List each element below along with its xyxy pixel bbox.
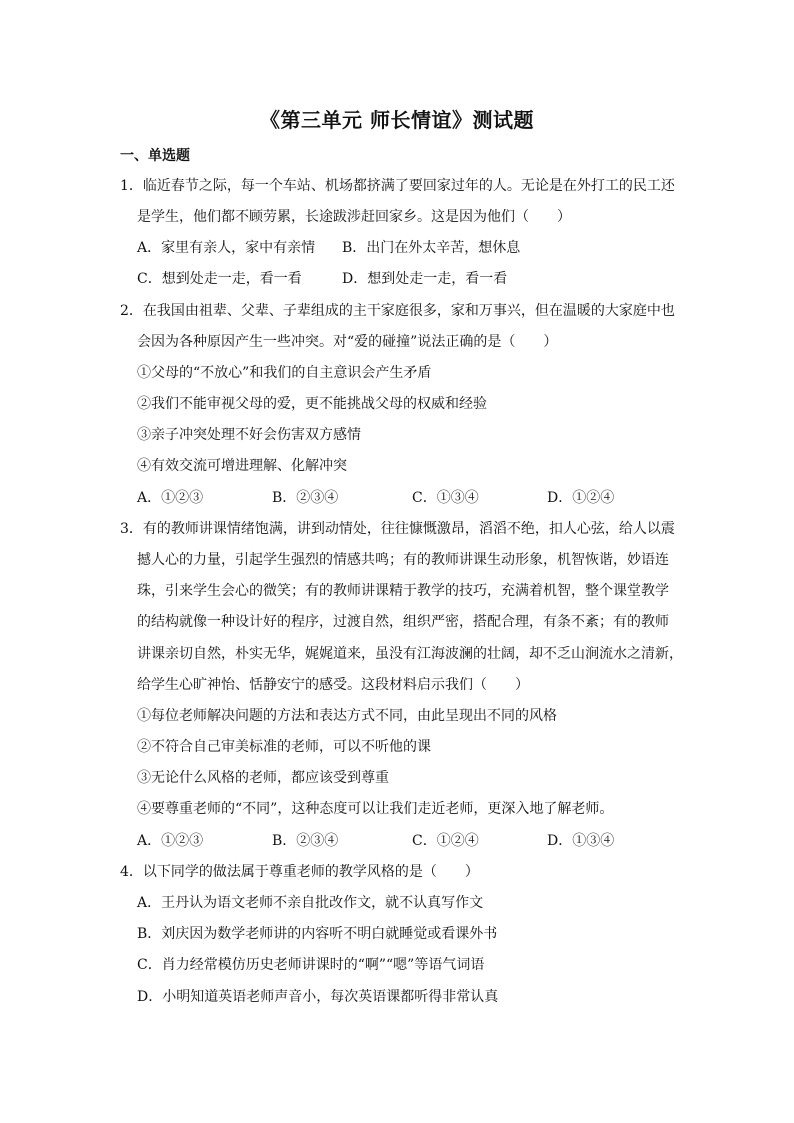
- question-3-line-6: 给学生心旷神怡、恬静安宁的感受。这段材料启示我们（ ）: [137, 677, 529, 693]
- question-3-line-2: 撼人心的力量，引起学生强烈的情感共鸣；有的教师讲课生动形象，机智恢谐，妙语连: [137, 552, 669, 568]
- question-4-option-d[interactable]: D．小明知道英语老师声音小，每次英语课都听得非常认真: [137, 989, 499, 1005]
- question-2-statement-4: ④有效交流可增进理解、化解冲突: [137, 458, 347, 474]
- question-1-option-c[interactable]: C．想到处走一走，看一看: [137, 271, 302, 287]
- question-2-statement-1: ①父母的“不放心”和我们的自主意识会产生矛盾: [137, 365, 432, 381]
- question-3-statement-3: ③无论什么风格的老师，都应该受到尊重: [137, 770, 389, 786]
- question-3-line-3: 珠，引来学生会心的微笑；有的教师讲课精于教学的技巧，充满着机智，整个课堂教学: [137, 583, 669, 599]
- question-2-line-1: 2．在我国由祖辈、父辈、子辈组成的主干家庭很多，家和万事兴，但在温暖的大家庭中也: [120, 303, 675, 319]
- question-1-option-d[interactable]: D．想到处走一走，看一看: [342, 271, 508, 287]
- question-2-option-d[interactable]: D．①②④: [547, 490, 615, 506]
- question-3-option-c[interactable]: C．①②④: [412, 833, 479, 849]
- question-1-option-b[interactable]: B．出门在外太辛苦，想休息: [342, 240, 521, 256]
- question-2-statement-3: ③亲子冲突处理不好会伤害双方感情: [137, 427, 361, 443]
- question-3-option-d[interactable]: D．①③④: [547, 833, 615, 849]
- question-3-statement-4: ④要尊重老师的“不同”，这种态度可以让我们走近老师，更深入地了解老师。: [137, 801, 614, 817]
- question-1-option-a[interactable]: A．家里有亲人，家中有亲情: [137, 240, 316, 256]
- question-4-option-c[interactable]: C．肖力经常模仿历史老师讲课时的“啊”“嗯”等语气词语: [137, 957, 485, 973]
- question-2-option-b[interactable]: B．②③④: [272, 490, 339, 506]
- question-2-statement-2: ②我们不能审视父母的爱，更不能挑战父母的权威和经验: [137, 396, 487, 412]
- question-2-line-2: 会因为各种原因产生一些冲突。对“爱的碰撞”说法正确的是（ ）: [137, 334, 558, 350]
- question-3-option-b[interactable]: B．②③④: [272, 833, 339, 849]
- question-3-statement-1: ①每位老师解决问题的方法和表达方式不同，由此呈现出不同的风格: [137, 708, 557, 724]
- question-1-line-1: 1．临近春节之际，每一个车站、机场都挤满了要回家过年的人。无论是在外打工的民工还: [120, 178, 675, 194]
- question-4-line-1: 4．以下同学的做法属于尊重老师的教学风格的是（ ）: [120, 864, 479, 880]
- question-1-line-2: 是学生，他们都不顾劳累，长途跋涉赶回家乡。这是因为他们（ ）: [137, 209, 571, 225]
- question-3-line-4: 的结构就像一种设计好的程序，过渡自然，组织严密，搭配合理，有条不紊；有的教师: [137, 614, 669, 630]
- question-2-option-a[interactable]: A．①②③: [137, 490, 204, 506]
- question-3-line-5: 讲课亲切自然，朴实无华，娓娓道来，虽没有江海波澜的壮阔，却不乏山涧流水之清新，: [137, 646, 683, 662]
- question-2-option-c[interactable]: C．①③④: [412, 490, 479, 506]
- question-3-line-1: 3．有的教师讲课情绪饱满，讲到动情处，往往慷慨激昂，滔滔不绝，扣人心弦，给人以震: [120, 521, 675, 537]
- question-4-option-a[interactable]: A．王丹认为语文老师不亲自批改作文，就不认真写作文: [137, 895, 484, 911]
- question-3-option-a[interactable]: A．①②③: [137, 833, 204, 849]
- section-heading: 一、单选题: [120, 148, 190, 164]
- question-4-option-b[interactable]: B．刘庆因为数学老师讲的内容听不明白就睡觉或看课外书: [137, 926, 498, 942]
- page-title: 《第三单元 师长情谊》测试题: [260, 108, 534, 132]
- question-3-statement-2: ②不符合自己审美标准的老师，可以不听他的课: [137, 739, 431, 755]
